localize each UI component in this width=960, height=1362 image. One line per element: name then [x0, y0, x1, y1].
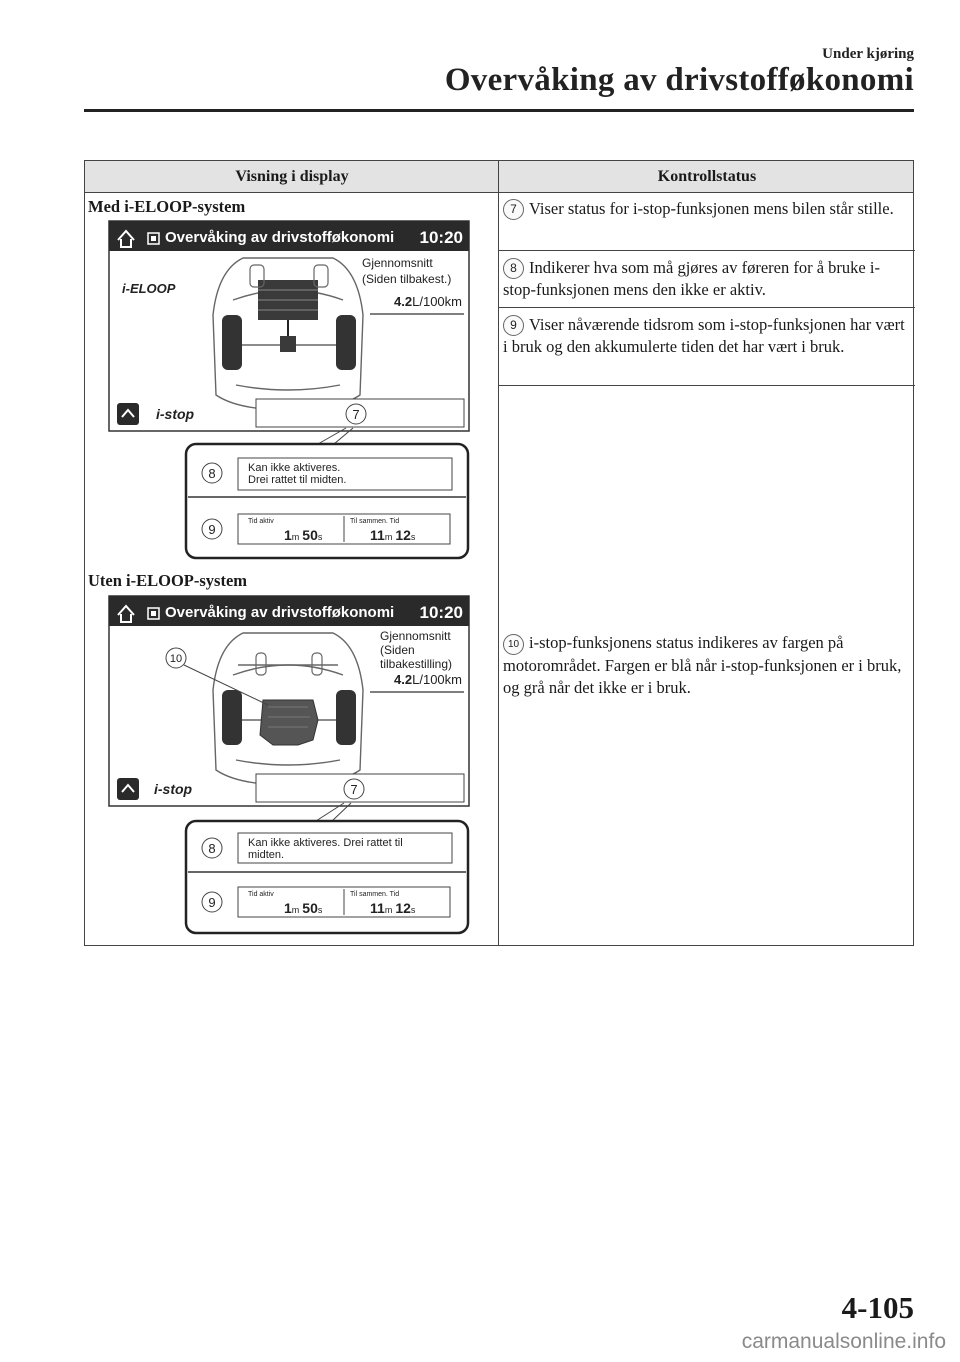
callout-7-number: 7 — [350, 782, 358, 797]
message-line1: Kan ikke aktiveres. — [248, 462, 341, 474]
without-eloop-label: Uten i-ELOOP-system — [88, 571, 248, 590]
title-rule — [84, 109, 914, 112]
no-eloop-display-screen — [108, 595, 470, 935]
time-active-value: 1m 50s — [284, 900, 323, 916]
status-row — [499, 386, 915, 945]
status-text: Viser nåværende tidsrom som i-stop-funksjonen har vært i bruk og den akkumulerte tiden det har vært i bruk. — [503, 315, 905, 356]
istop-label: i-stop — [156, 406, 195, 422]
message-line2: midten. — [248, 849, 285, 861]
callout-number-icon: 10 — [503, 634, 524, 655]
avg-label-line2: (Siden tilbakest.) — [362, 272, 452, 286]
avg-fuel-value: 4.2L/100km — [394, 672, 462, 687]
avg-label-line1: Gjennomsnitt — [362, 256, 433, 270]
callout-10-number: 10 — [169, 653, 183, 665]
callout-8-number: 8 — [208, 466, 216, 481]
avg-label-line3: tilbakestilling) — [380, 657, 453, 671]
status-text: Viser status for i-stop-funksjonen mens bilen står stille. — [529, 199, 894, 218]
page-number: 4-105 — [841, 1290, 914, 1325]
istop-label: i-stop — [154, 781, 193, 797]
istop-indicator-icon — [117, 403, 139, 425]
engine-icon — [260, 700, 318, 745]
eloop-display-screen — [108, 220, 470, 560]
eloop-label: i-ELOOP — [122, 281, 176, 296]
battery-block-icon — [258, 280, 318, 320]
page-title: Overvåking av drivstofføkonomi — [444, 62, 914, 98]
status-row — [499, 192, 915, 251]
istop-indicator-icon — [117, 778, 139, 800]
total-time-label: Til sammen. Tid — [350, 518, 400, 525]
avg-label-line1: Gjennomsnitt — [380, 629, 451, 643]
message-line2: Drei rattet til midten. — [248, 474, 347, 486]
total-time-value: 11m 12s — [370, 527, 416, 543]
total-time-label: Til sammen. Tid — [350, 891, 400, 898]
screen-title: Overvåking av drivstofføkonomi — [165, 229, 395, 246]
time-active-label: Tid aktiv — [248, 518, 274, 525]
screen-title: Overvåking av drivstofføkonomi — [165, 604, 395, 621]
time-active-label: Tid aktiv — [248, 891, 274, 898]
total-time-value: 11m 12s — [370, 900, 416, 916]
clock-time: 10:20 — [419, 603, 463, 622]
callout-8-number: 8 — [208, 841, 216, 856]
message-line1: Kan ikke aktiveres. Drei rattet til — [248, 837, 403, 849]
callout-9-number: 9 — [208, 522, 216, 537]
callout-9-number: 9 — [208, 895, 216, 910]
callout-number-icon: 7 — [503, 199, 524, 220]
status-text: i-stop-funksjonens status indikeres av fargen på motorområdet. Fargen er blå når i-stop-funksjonen er i bruk, og grå når det ikke er i bruk. — [503, 633, 902, 697]
column-header-status: Kontrollstatus — [657, 168, 757, 185]
callout-number-icon: 8 — [503, 258, 524, 279]
callout-number-icon: 9 — [503, 315, 524, 336]
clock-time: 10:20 — [419, 228, 463, 247]
section-label: Under kjøring — [822, 46, 914, 62]
time-active-value: 1m 50s — [284, 527, 323, 543]
table-header — [85, 161, 913, 193]
status-row — [499, 308, 915, 386]
watermark: carmanualsonline.info — [741, 1330, 946, 1353]
status-text: Indikerer hva som må gjøres av føreren for å bruke i-stop-funksjonen mens den ikke er aktiv. — [503, 258, 880, 299]
avg-label-line2: (Siden — [380, 643, 415, 657]
avg-fuel-value: 4.2L/100km — [394, 294, 462, 309]
column-header-display: Visning i display — [235, 168, 349, 185]
with-eloop-label: Med i-ELOOP-system — [88, 197, 246, 216]
status-row — [499, 251, 915, 308]
callout-7-number: 7 — [352, 407, 360, 422]
